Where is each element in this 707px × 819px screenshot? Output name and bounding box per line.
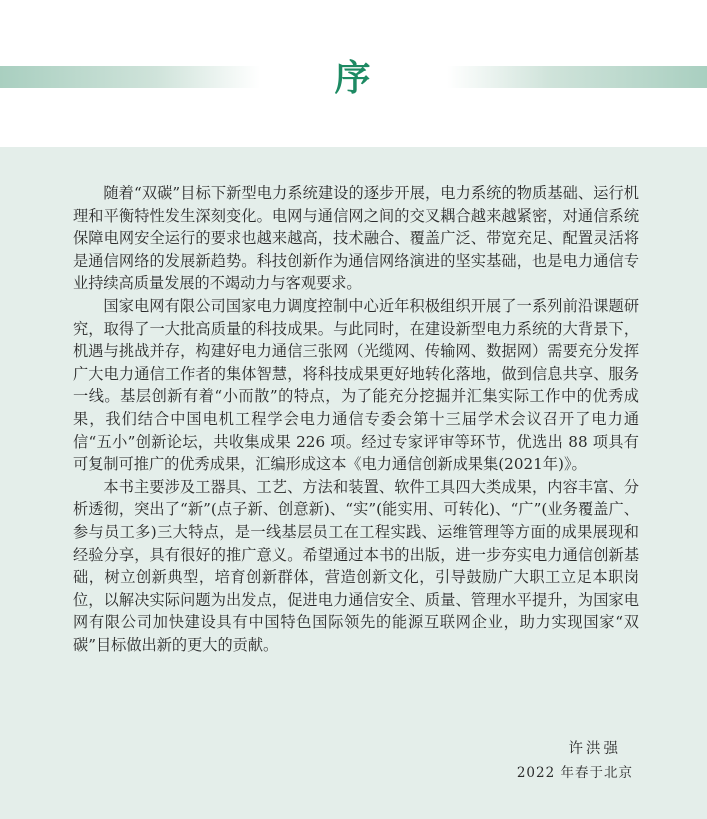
signature-date: 2022 年春于北京 bbox=[516, 765, 633, 781]
page-title: 序 bbox=[334, 57, 373, 99]
paragraph-2: 国家电网有限公司国家电力调度控制中心近年积极组织开展了一系列前沿课题研究，取得了一大批高质量的科技成果。与此同时，在建设新型电力系统的大背景下，机遇与挑战并存，构建好电力通信三张网（光缆网、传输网、数据网）需要充分发挥广大电力通信工作者的集体智慧，将科技成果更好地转化落地，做到信息共享、服务一线。基层创新有着“小而散”的特点，为了能充分挖掘并汇集实际工作中的优秀成果，我们结合中国电机工程学会电力通信专委会第十三届学术会议召开了电力通信“五小”创新论坛，共收集成果 226 项。经过专家评审等环节，优选出 88 项具有可复制可推广的优秀成果，汇编形成这本《电力通信创新成果集(2021年)》。 bbox=[73, 296, 639, 474]
preface-text bbox=[73, 182, 639, 656]
paragraph-1: 随着“双碳”目标下新型电力系统建设的逐步开展，电力系统的物质基础、运行机理和平衡特性发生深刻变化。电网与通信网之间的交叉耦合越来越紧密，对通信系统保障电网安全运行的要求也越来越高，技术融合、覆盖广泛、带宽充足、配置灵活将是通信网络的发展新趋势。科技创新作为通信网络演进的坚实基础，也是电力通信专业持续高质量发展的不竭动力与客观要求。 bbox=[73, 184, 639, 293]
paragraph-3: 本书主要涉及工器具、工艺、方法和装置、软件工具四大类成果，内容丰富、分析透彻，突出了“新”(点子新、创意新)、“实”(能实用、可转化)、“广”(业务覆盖广、参与员工多)三大特点，是一线基层员工在工程实践、运维管理等方面的成果展现和经验分享，具有很好的推广意义。希望通过本书的出版，进一步夯实电力通信创新基础，树立创新典型，培育创新群体，营造创新文化，引导鼓励广大职工立足本职岗位，以解决实际问题为出发点，促进电力通信安全、质量、管理水平提升，为国家电网有限公司加快建设具有中国特色国际领先的能源互联网企业，助力实现国家“双碳”目标做出新的更大的贡献。 bbox=[73, 477, 639, 654]
author-name: 许洪强 bbox=[568, 741, 621, 757]
